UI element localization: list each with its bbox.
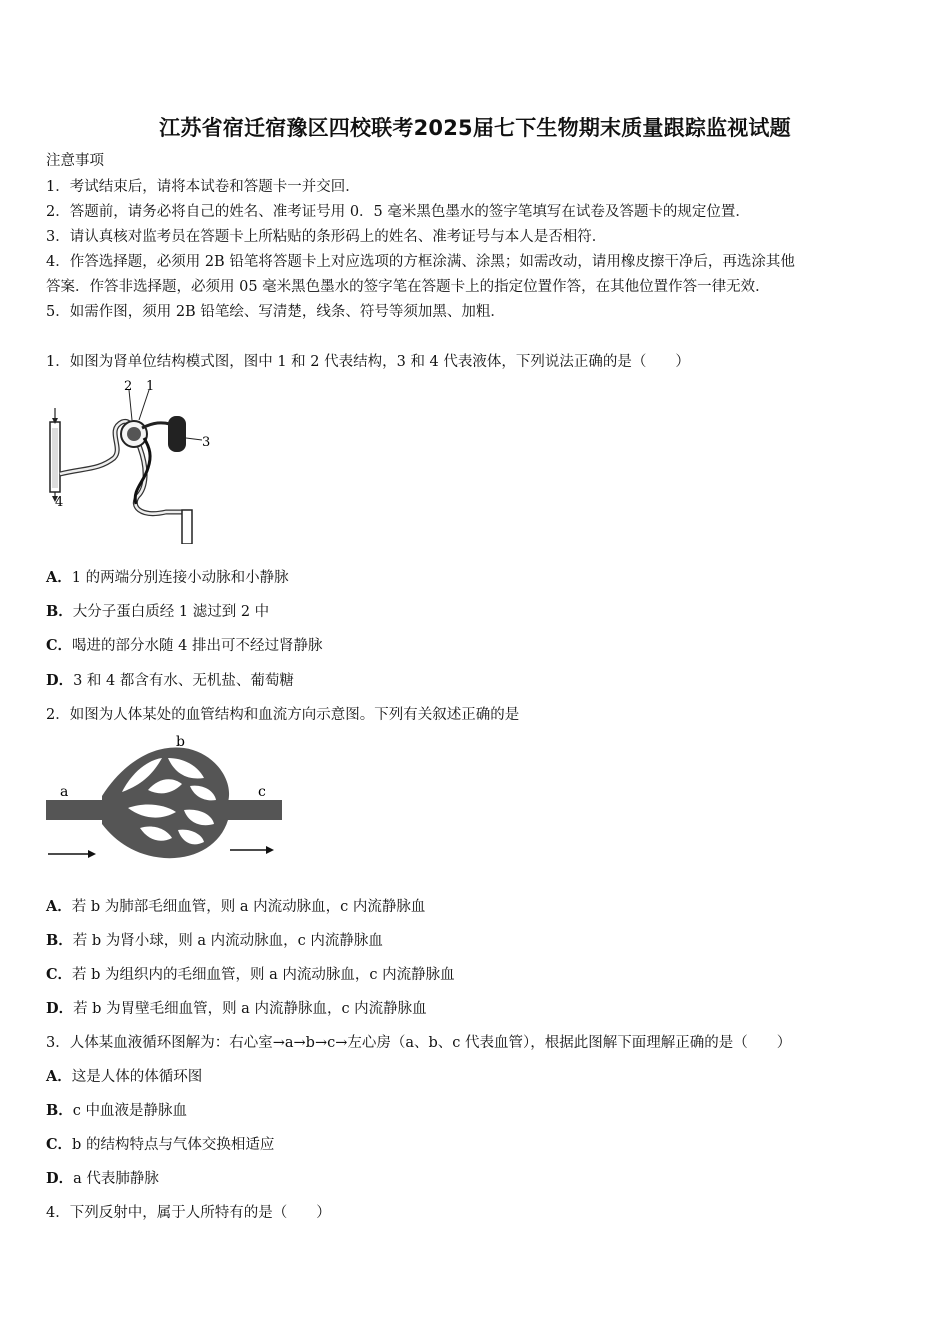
- label-1: 1: [146, 379, 155, 394]
- label-2: 2: [124, 379, 133, 394]
- q3-option-b-letter: B．: [46, 1102, 73, 1119]
- q2-option-a: [46, 897, 425, 917]
- page-title: 江苏省宿迁宿豫区四校联考2025届七下生物期末质量跟踪监视试题: [159, 116, 791, 140]
- q2-option-d: [46, 999, 427, 1019]
- notice-item-1: 1．考试结束后，请将本试卷和答题卡一并交回．: [46, 179, 360, 195]
- q3-option-c-letter: C．: [46, 1136, 73, 1153]
- q2-option-b: [46, 931, 383, 951]
- q3-option-c: [46, 1135, 274, 1155]
- nephron-diagram: [44, 378, 214, 544]
- q2-option-d-text: 若 b 为胃壁毛细血管，则 a 内流静脉血，c 内流静脉血: [73, 1001, 427, 1017]
- q3-option-d-letter: D．: [46, 1170, 74, 1187]
- notice-item-3: 3．请认真核对监考员在答题卡上所粘贴的条形码上的姓名、准考证号与本人是否相符．: [46, 229, 607, 245]
- notice-item-5: 5．如需作图，须用 2B 铅笔绘、写清楚，线条、符号等须加黑、加粗．: [46, 304, 505, 320]
- q3-option-d: [46, 1169, 159, 1189]
- q2-option-d-letter: D．: [46, 1000, 74, 1017]
- q3-option-a: [46, 1067, 202, 1087]
- q2-option-a-text: 若 b 为肺部毛细血管，则 a 内流动脉血，c 内流静脉血: [71, 899, 426, 915]
- q3-option-d-text: a 代表肺静脉: [73, 1171, 159, 1187]
- q3-option-c-text: b 的结构特点与气体交换相适应: [72, 1137, 275, 1153]
- q1-option-d: [46, 671, 294, 691]
- notice-heading: 注意事项: [46, 153, 104, 169]
- question-4-stem: 4．下列反射中，属于人所特有的是（ ）: [46, 1205, 331, 1221]
- notice-item-2: 2．答题前，请务必将自己的姓名、准考证号用 0．5 毫米黑色墨水的签字笔填写在试卷及答题卡的规定位置．: [46, 204, 750, 220]
- q1-option-c-letter: C．: [46, 637, 73, 654]
- q3-option-b-text: c 中血液是静脉血: [72, 1103, 187, 1119]
- q3-option-a-letter: A．: [46, 1068, 72, 1085]
- q1-option-c: [46, 636, 323, 656]
- q2-option-c: [46, 965, 455, 985]
- label-b: b: [176, 734, 185, 750]
- q1-option-d-text: 3 和 4 都含有水、无机盐、葡萄糖: [73, 673, 294, 689]
- q2-option-c-letter: C．: [46, 966, 73, 983]
- q1-option-c-text: 喝进的部分水随 4 排出可不经过肾静脉: [72, 638, 323, 654]
- question-3-stem: 3．人体某血液循环图解为：右心室→a→b→c→左心房（a、b、c 代表血管），根据此图解下面理解正确的是（ ）: [46, 1035, 792, 1051]
- q1-option-b: [46, 602, 269, 622]
- q2-option-c-text: 若 b 为组织内的毛细血管，则 a 内流动脉血，c 内流静脉血: [72, 967, 455, 983]
- q1-option-b-letter: B．: [46, 603, 73, 620]
- q2-option-b-letter: B．: [46, 932, 73, 949]
- q1-option-b-text: 大分子蛋白质经 1 滤过到 2 中: [72, 604, 270, 620]
- question-1-stem: 1．如图为肾单位结构模式图，图中 1 和 2 代表结构，3 和 4 代表液体，下列说法正确的是（ ）: [46, 354, 690, 370]
- notice-item-4: 4．作答选择题，必须用 2B 铅笔将答题卡上对应选项的方框涂满、涂黑；如需改动，请用橡皮擦干净后，再选涂其他: [46, 254, 795, 270]
- q1-option-a-letter: A．: [46, 569, 72, 586]
- label-a: a: [60, 784, 69, 800]
- notice-item-4-cont: 答案．作答非选择题，必须用 05 毫米黑色墨水的签字笔在答题卡上的指定位置作答，在其他位置作答一律无效．: [46, 279, 770, 295]
- q1-option-d-letter: D．: [46, 672, 74, 689]
- q3-option-b: [46, 1101, 187, 1121]
- q1-option-a: [46, 568, 289, 588]
- question-2-stem: 2．如图为人体某处的血管结构和血流方向示意图。下列有关叙述正确的是: [46, 707, 520, 723]
- q1-option-a-text: 1 的两端分别连接小动脉和小静脉: [71, 570, 289, 586]
- capillary-network-diagram: [44, 732, 284, 874]
- q3-option-a-text: 这是人体的体循环图: [71, 1069, 203, 1085]
- label-c: c: [258, 784, 266, 800]
- label-4: 4: [55, 495, 64, 510]
- label-3: 3: [202, 435, 211, 450]
- q2-option-b-text: 若 b 为肾小球，则 a 内流动脉血，c 内流静脉血: [72, 933, 383, 949]
- q2-option-a-letter: A．: [46, 898, 72, 915]
